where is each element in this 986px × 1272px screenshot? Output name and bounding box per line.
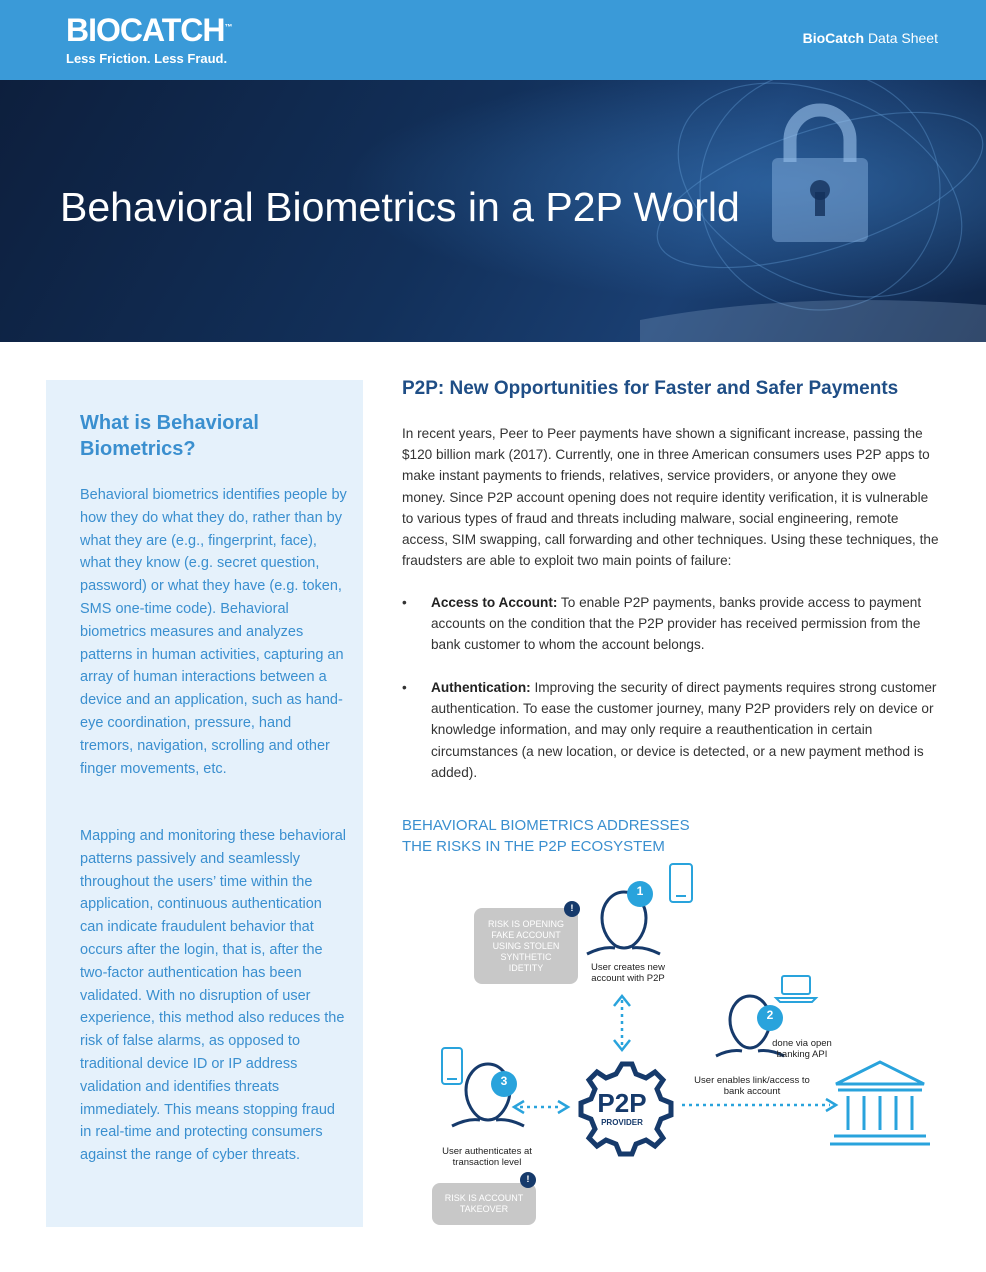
hub-title: P2P: [597, 1088, 647, 1118]
brand-name: BioCatch: [802, 30, 865, 46]
bullet-title: Authentication:: [431, 680, 531, 695]
top-bar: [0, 0, 986, 80]
p2p-ecosystem-diagram: [402, 858, 952, 1228]
intro-paragraph: In recent years, Peer to Peer payments have shown a significant increase, passing the $120 billion mark (2017). Currently, one in three American consumers uses P2P apps to make instant payments to friends, relatives, service providers, or anyone they owe money. Since P2P account opening does not require identity verification, it is vulnerable to various types of fraud and threats including malware, social engineering, remote access, SIM swapping, call forwarding and other techniques. Using these techniques, the fraudsters are able to exploit two main points of failure:: [402, 426, 939, 569]
step-3-number: 3: [500, 1074, 508, 1088]
step-2-label-link: User enables link/access to bank account: [694, 1075, 810, 1097]
sidebar-paragraph-2: Mapping and monitoring these behavioral patterns passively and seamlessly throughout the users’ time within the application, continuous authentication can indicate fraudulent behavior that occurs after the login, that is, after the two-factor authentication has been validated. With no disruption of user experience, this method also reduces the risk of false alarms, as opposed to traditional device ID or IP address validation and identifies threats immediately. This means stopping fraud in real-time and protecting consumers against the range of cyber threats.: [80, 828, 347, 1164]
diagram-title: BEHAVIORAL BIOMETRICS ADDRESSES THE RISKS IN THE P2P ECOSYSTEM: [402, 817, 690, 855]
step-1-number: 1: [636, 884, 644, 898]
step-3-label: User authenticates at transaction level: [442, 1146, 532, 1168]
hero-banner: [0, 80, 986, 342]
bullet-body: To enable P2P payments, banks provide access to payment accounts on the condition that the P2P provider has received permission from the bank customer to whom the account belongs.: [431, 595, 922, 653]
step-1-label: User creates new account with P2P: [591, 962, 665, 984]
document-label: [803, 30, 938, 46]
step-2-label-api: done via open banking API: [772, 1038, 832, 1060]
sidebar-paragraph-1: Behavioral biometrics identifies people by how they do what they do, rather than by what they are (e.g., fingerprint, face), what they know (e.g. secret question, password) or what they have (e.g. token, SMS one-time code). Behavioral biometrics measures and analyzes patterns in human activities, capturing an array of human interactions between a device and an application, such as hand-eye coordination, pressure, hand tremors, navigation, scrolling and other finger movements, etc.: [80, 487, 347, 777]
sidebar-panel: [46, 380, 363, 1227]
risk-box-account-takeover: RISK IS ACCOUNT TAKEOVER: [432, 1183, 536, 1225]
bullet-dot: •: [402, 595, 407, 610]
phone-icon-3: [442, 1048, 462, 1084]
bullet-title: Access to Account:: [431, 595, 558, 610]
logo-tagline: Less Friction. Less Fraud.: [66, 51, 228, 66]
page-title: Behavioral Biometrics in a P2P World: [60, 184, 740, 230]
laptop-icon: [776, 976, 816, 1002]
sidebar-heading: What is Behavioral Biometrics?: [80, 412, 259, 460]
bank-icon: [830, 1062, 930, 1144]
alert-icon: !: [520, 1172, 536, 1188]
step-2-number: 2: [766, 1008, 774, 1022]
alert-icon: !: [564, 901, 580, 917]
hub-subtitle: PROVIDER: [601, 1118, 643, 1127]
bullet-dot: •: [402, 680, 407, 695]
bullet-body: Improving the security of direct payments requires strong customer authentication. To ease the customer journey, many P2P providers rely on device or knowledge information, and may only require a reauthentication in certain circumstances (a new location, or device is detected, or a new payment method is added).: [431, 680, 937, 780]
document-type: Data Sheet: [867, 30, 938, 46]
bullet-text: [431, 592, 946, 656]
risk-box-fake-account: RISK IS OPENING FAKE ACCOUNT USING STOLEN SYNTHETIC IDETITY: [474, 908, 578, 984]
logo-text: BIOCATCH: [66, 12, 225, 48]
bullet-text: [431, 677, 946, 783]
phone-icon-1: [670, 864, 692, 902]
biocatch-logo: BIOCATCH™: [66, 12, 232, 48]
main-heading: P2P: New Opportunities for Faster and Safer Payments: [402, 378, 899, 399]
